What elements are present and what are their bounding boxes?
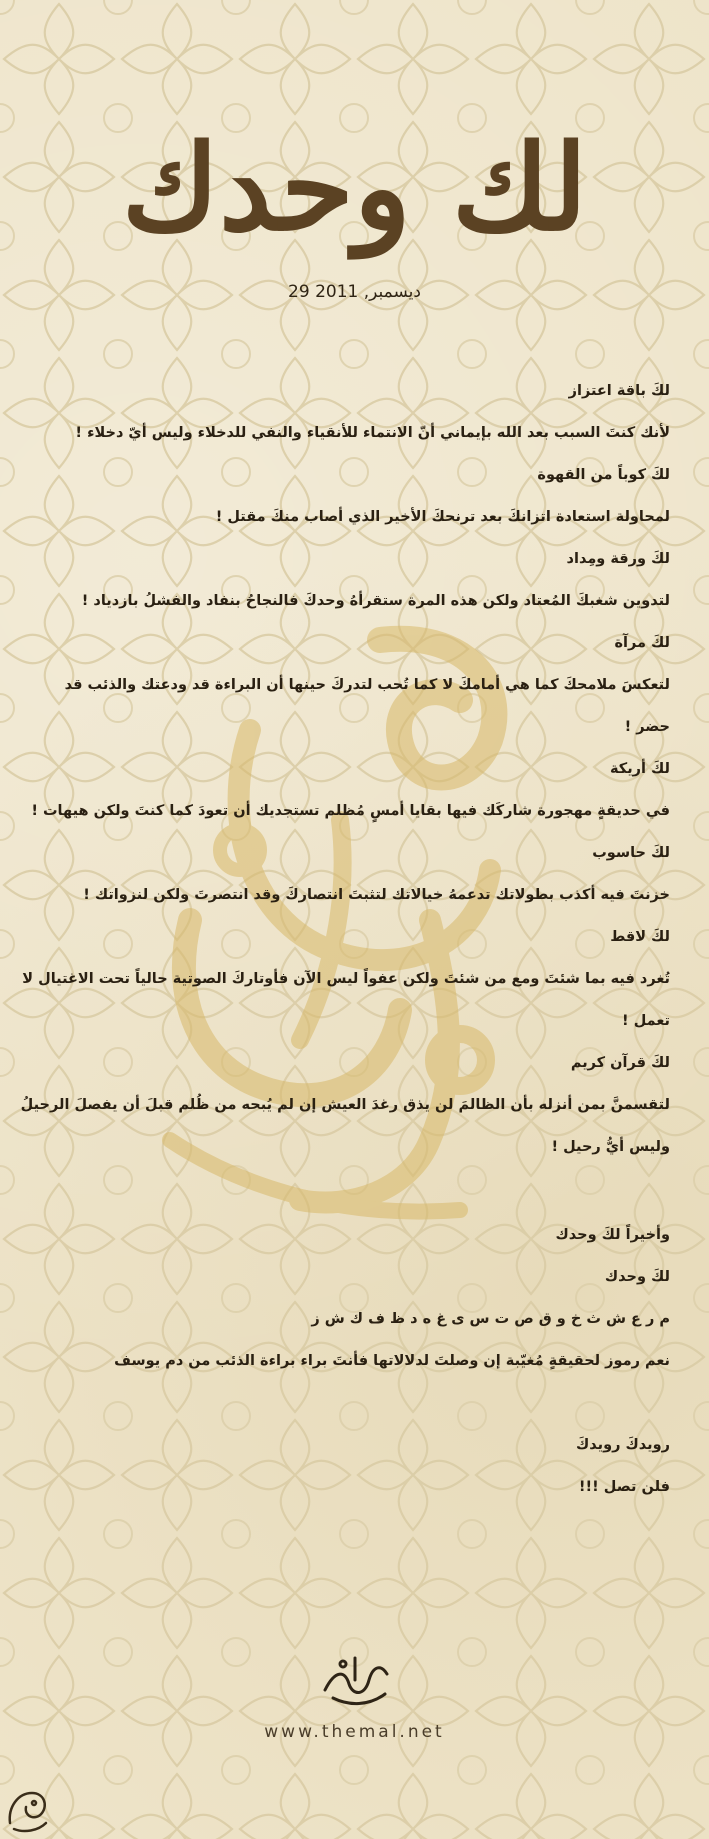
line-text: لمحاولة استعادة اتزانكَ بعد ترنحكَ الأخير الذي أصاب منكَ مقتل ! <box>215 509 670 525</box>
message-body <box>20 370 670 1508</box>
line-text: لكَ لاقط <box>610 929 670 945</box>
line-text: خزنتَ فيه أكذب بطولاتك تدعمهُ خيالاتك لتثبتَ انتصاركَ وقد انتصرتَ ولكن لنزواتك ! <box>83 887 670 903</box>
line-text: لكَ مرآة <box>614 635 670 651</box>
page-title: لك وحدك <box>121 118 588 257</box>
author-signature-logo <box>315 1650 395 1710</box>
spacer <box>38 1168 670 1214</box>
line-text: لتدوين شغبكَ المُعتاد ولكن هذه المرة ستقرأهُ وحدكَ فالنجاحُ بنفاد والفشلُ بازدياد ! <box>81 593 670 609</box>
line-text: لكَ كوباً من القهوة <box>537 467 670 483</box>
line-text: لكَ أريكة <box>610 761 670 777</box>
line-text: لكَ قرآن كريم <box>570 1055 670 1071</box>
line-text: لتعكسَ ملامحكَ كما هي أمامكَ لا كما تُحب لتدركَ حينها أن البراءة قد ودعتك والذئب قد <box>64 677 670 693</box>
line-text: لكَ ورقة ومِداد <box>566 551 670 567</box>
line-text: لكَ باقة اعتزاز <box>568 383 670 399</box>
closing-line: نعم رموز لحقيقةٍ مُغيّبة إن وصلتَ لدلالاتها فأنتَ براء براءة الذئب من دم يوسف <box>114 1353 670 1369</box>
line-text: حضر ! <box>624 719 670 735</box>
ending-line: رويدكَ رويدكَ <box>576 1437 670 1453</box>
corner-stamp-logo <box>4 1783 52 1835</box>
line-text: تُغرد فيه بما شئتَ ومع من شئتَ ولكن عفواً ليس الآن فأوتاركَ الصوتية حالياً تحت الاغتيال لا <box>22 971 670 987</box>
closing-line: وأخيراً لكَ وحدك <box>555 1227 670 1243</box>
line-text: تعمل ! <box>622 1013 670 1029</box>
line-text: وليس أيُّ رحيل ! <box>551 1139 670 1155</box>
line-text: لكَ حاسوب <box>592 845 670 861</box>
ending-line: فلن تصل !!! <box>578 1479 670 1495</box>
spacer <box>38 1382 670 1424</box>
post-date: 29 ديسمبر, 2011 <box>288 282 421 302</box>
line-text: لأنك كنتَ السبب بعد الله بإيماني أنّ الانتماء للأنقياء والنفي للدخلاء وليس أيّ دخلاء ! <box>75 425 670 441</box>
closing-line: م ر ع ش ث خ و ق ص ت س ى غ ه د ظ ف ك ش ز <box>311 1311 670 1327</box>
closing-line: لكَ وحدك <box>604 1269 670 1285</box>
line-text: في حديقةٍ مهجورة شاركَك فيها بقايا أمسٍ مُظلم تستجديك أن تعودَ كما كنتَ ولكن هيهات ! <box>31 803 670 819</box>
line-text: لتقسمنَّ بمن أنزله بأن الظالمَ لن يذق رغدَ العيش إن لم يُبحه من ظُلم قبلَ أن يفصلَ الرحيلُ <box>20 1097 670 1113</box>
website-link[interactable]: www.themal.net <box>264 1722 445 1742</box>
